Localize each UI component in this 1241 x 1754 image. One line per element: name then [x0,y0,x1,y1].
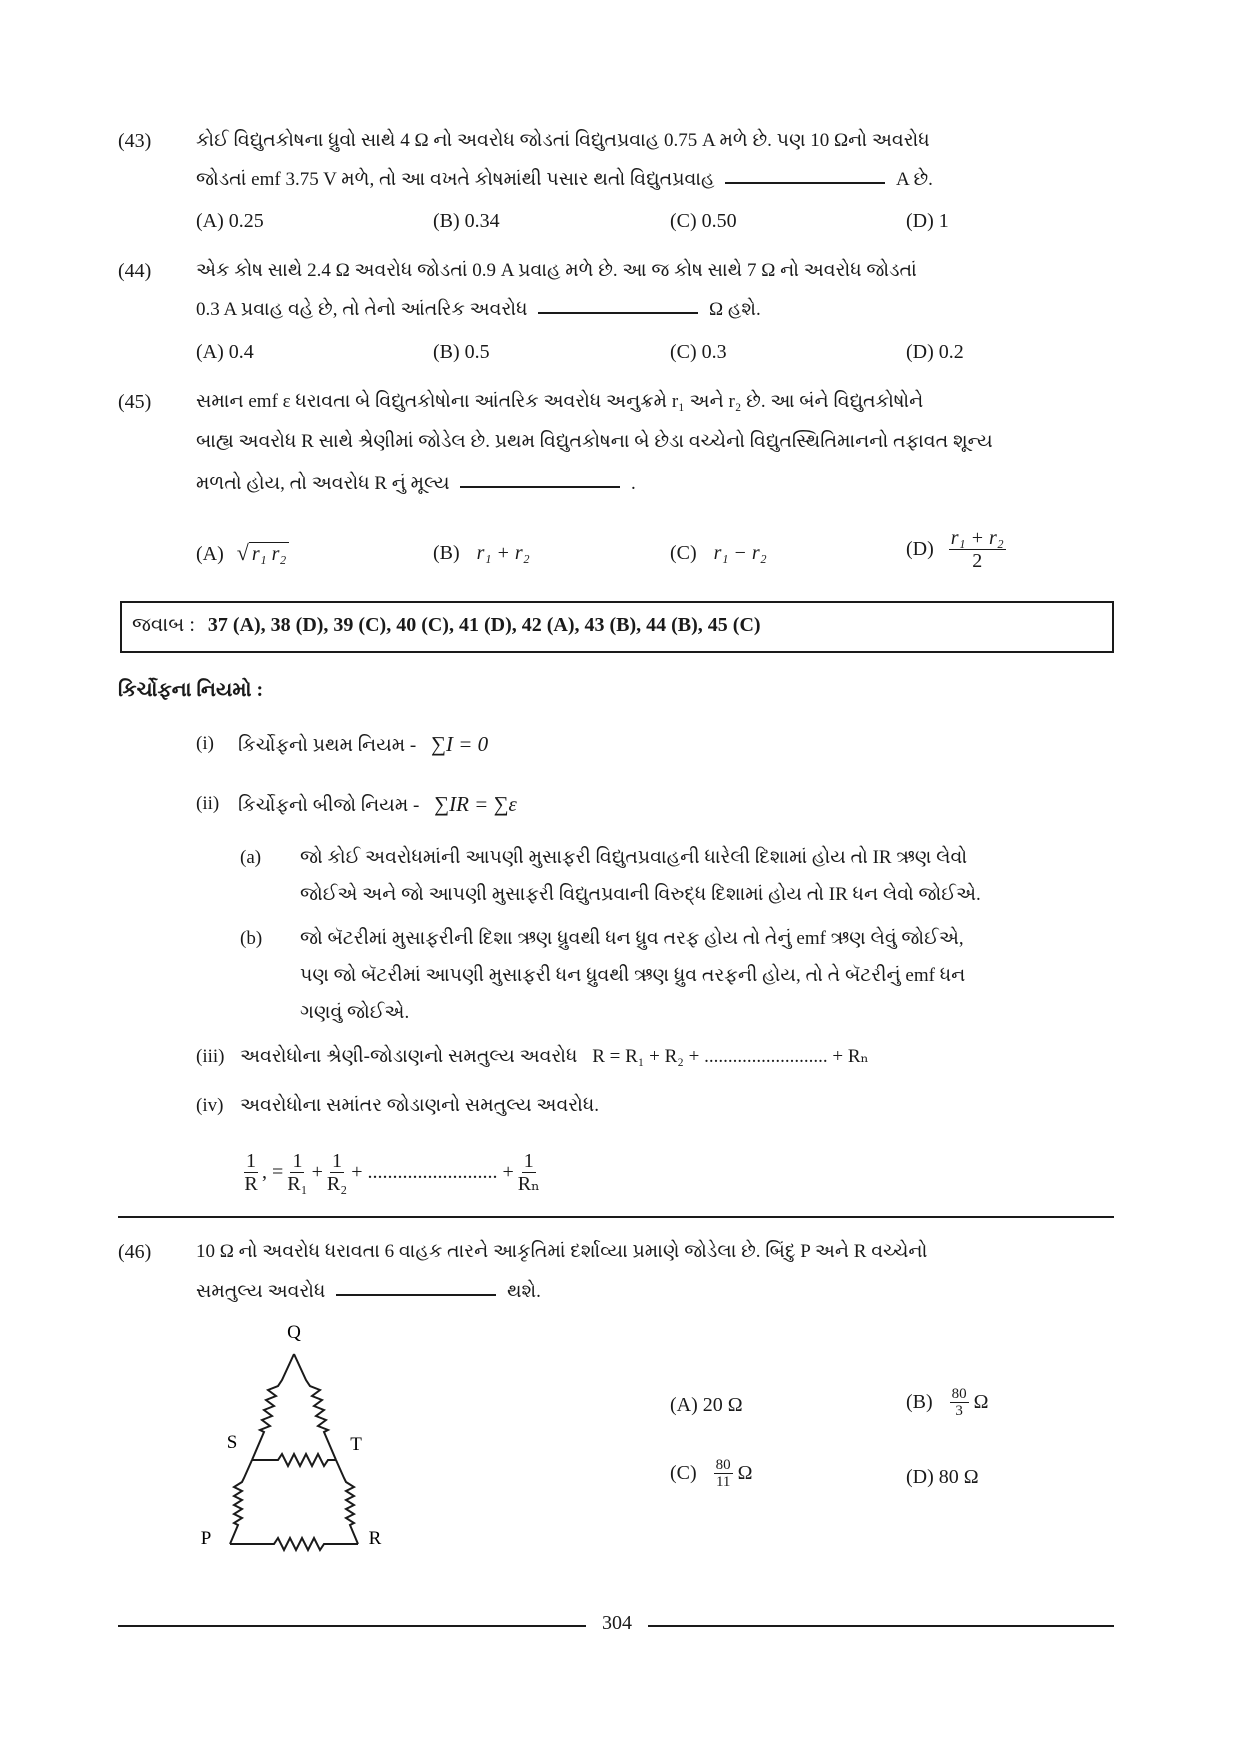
frac-t1-den: R₁ [287,1173,308,1195]
q45-line3-end: . [631,473,636,494]
q46-line2-text: સમતુલ્ય અવરોધ [196,1281,326,1302]
resistor-sq [252,1354,294,1460]
q43-line2-end: A છે. [896,169,933,190]
q43-option-b: (B) 0.34 [433,210,500,232]
rule1-text: કિર્ચોફનો પ્રથમ નિયમ - [238,735,417,756]
rule3-formula: R = R₁ + R₂ + .......................... + Rₙ [592,1046,869,1067]
frac-t1-num: 1 [292,1150,303,1172]
q46-option-c-num: 80 [715,1457,731,1473]
rule1 [238,730,488,760]
footer-rule-right [648,1625,1114,1627]
q44-blank [538,308,698,314]
page-number: 304 [602,1612,632,1634]
rule4-text: અવરોધોના સમાંતર જોડાણનો સમતુલ્ય અવરોધ. [240,1095,600,1116]
q43-option-c: (C) 0.50 [670,210,737,232]
rule2-text: કિર્ચોફનો બીજો નિયમ - [238,795,420,816]
q44-line2 [196,296,761,324]
q45-option-d-fraction [949,527,1006,572]
rule2-formula: ∑IR = ∑ε [434,792,517,816]
q44-option-d: (D) 0.2 [906,341,964,363]
sub-rule-b-line2: પણ જો બૅટરીમાં આપણી મુસાફરી ધન ધ્રુવથી ઋણ ધ્રુવ તરફની હોય, તો તે બૅટરીનું emf ધન [300,965,966,986]
q46-option-c-unit: Ω [737,1462,753,1484]
q43-blank [725,178,885,184]
resistor-ps [230,1460,252,1544]
frac-t2-num: 1 [332,1150,343,1172]
rule2 [238,790,517,820]
q46-option-c-den: 11 [715,1474,731,1490]
q45-option-c-label: (C) [670,542,697,564]
frac-lhs [244,1150,258,1195]
q46-line1: 10 Ω નો અવરોધ ધરાવતા 6 વાહક તારને આકૃતિમાં દર્શાવ્યા પ્રમાણે જોડેલા છે. બિંદુ P અને R વચ્ચેનો [196,1241,928,1262]
q45-line2: બાહ્ય અવરોધ R સાથે શ્રેણીમાં જોડેલ છે. પ્રથમ વિદ્યુતકોષના બે છેડા વચ્ચેનો વિદ્યુતસ્થિતિમાનનો તફાવત શૂન્ય [196,431,993,452]
resistor-st [252,1454,336,1466]
answer-box [120,601,1114,653]
rule3-text: અવરોધોના શ્રેણી-જોડાણનો સમતુલ્ય અવરોધ [240,1046,578,1067]
resistor-tr [336,1460,358,1544]
q46-option-c-label: (C) [670,1462,697,1484]
resistor-triangle-figure [190,1320,490,1560]
frac-lhs-num: 1 [246,1150,256,1172]
rule1-formula: ∑I = 0 [431,732,489,756]
q44-number: (44) [118,260,152,282]
q45-line3-text: મળતો હોય, તો અવરોધ R નું મૂલ્ય [196,473,450,494]
sub-rule-b-line3: ગણવું જોઈએ. [300,1002,410,1023]
q44-line2-end: Ω હશે. [709,299,761,320]
q45-option-d-den: 2 [972,550,983,572]
q44-option-c: (C) 0.3 [670,341,727,363]
frac-tn [518,1150,540,1195]
q45-option-c [670,542,767,565]
label-r: R [368,1528,382,1549]
parallel-formula [244,1150,540,1195]
q45-option-a [196,540,289,566]
sub-rule-b-label: (b) [240,928,263,949]
q46-option-c-fraction [714,1457,733,1490]
label-t: T [350,1434,362,1455]
parallel-dots: + .......................... + [351,1161,514,1183]
parallel-eq: , = [262,1161,284,1183]
section-divider [118,1216,1114,1218]
q43-line1: કોઈ વિદ્યુતકોષના ધ્રુવો સાથે 4 Ω નો અવરોધ જોડતાં વિદ્યુતપ્રવાહ 0.75 A મળે છે. પણ 10 Ωનો અવરોધ [196,130,930,151]
q45-option-d-num: r₁ + r₂ [950,527,1004,549]
q45-number: (45) [118,391,152,413]
frac-t2-den: R₂ [326,1173,348,1195]
q45-option-b-expr: r₁ + r₂ [476,542,530,564]
q46-line2 [196,1278,541,1306]
q44-line1: એક કોષ સાથે 2.4 Ω અવરોધ જોડતાં 0.9 A પ્રવાહ મળે છે. આ જ કોષ સાથે 7 Ω નો અવરોધ જોડતાં [196,260,917,281]
q44-option-a: (A) 0.4 [196,341,254,363]
label-p: P [200,1528,212,1549]
q46-option-b [906,1386,989,1419]
q45-line3 [196,470,636,498]
sub-rule-a-label: (a) [240,847,262,868]
q45-option-b-label: (B) [433,542,460,564]
q45-option-b [433,542,530,565]
frac-tn-num: 1 [523,1150,534,1172]
rule4-number: (iv) [196,1095,224,1116]
answer-label: જવાબ : [132,614,195,636]
footer-rule-left [118,1625,586,1627]
q44-line2-text: 0.3 A પ્રવાહ વહે છે, તો તેનો આંતરિક અવરોધ [196,299,528,320]
q46-line2-end: થશે. [506,1281,541,1302]
q45-blank [460,482,620,488]
q45-option-d [906,527,1006,572]
q45-option-d-label: (D) [906,538,934,560]
q43-option-d: (D) 1 [906,210,949,232]
q46-option-c [670,1457,753,1490]
sqrt-icon: √ [236,540,249,565]
q46-option-d: (D) 80 Ω [906,1466,979,1488]
rule1-number: (i) [196,733,214,754]
rule3-number: (iii) [196,1046,225,1067]
q43-number: (43) [118,130,152,152]
resistor-qt [294,1354,336,1460]
sub-rule-a-line2: જોઈએ અને જો આપણી મુસાફરી વિદ્યુતપ્રવાની વિરુદ્ધ દિશામાં હોય તો IR ધન લેવો જોઈએ. [300,884,981,905]
q46-option-a: (A) 20 Ω [670,1394,743,1416]
q46-option-b-unit: Ω [973,1391,989,1413]
q45-option-a-label: (A) [196,543,224,565]
q45-option-c-expr: r₁ − r₂ [713,542,767,564]
rule2-number: (ii) [196,793,220,814]
q46-option-b-label: (B) [906,1391,933,1413]
q43-option-a: (A) 0.25 [196,210,264,232]
resistor-pr [230,1538,358,1550]
q46-blank [336,1290,496,1296]
q44-option-b: (B) 0.5 [433,341,490,363]
q45-line1: સમાન emf ε ધરાવતા બે વિદ્યુતકોષોના આંતરિક અવરોધ અનુક્રમે r₁ અને r₂ છે. આ બંને વિદ્યુતકોષોને [196,391,924,412]
q43-line2-text: જોડતાં emf 3.75 V મળે, તો આ વખતે કોષમાંથી પસાર થતો વિદ્યુતપ્રવાહ [196,169,715,190]
q46-number: (46) [118,1241,152,1263]
q43-line2 [196,166,933,194]
answer-box-content [132,614,761,637]
parallel-plus: + [311,1161,323,1183]
q46-option-b-fraction [950,1386,969,1419]
sub-rule-b-line1: જો બૅટરીમાં મુસાફરીની દિશા ઋણ ધ્રુવથી ધન ધ્રુવ તરફ હોય તો તેનું emf ઋણ લેવું જોઈએ, [300,928,964,949]
kirchhoff-heading: કિર્ચોફના નિયમો : [118,679,264,701]
rule3 [240,1043,869,1071]
q45-option-a-expr: r₁ r₂ [249,542,289,565]
answer-list: 37 (A), 38 (D), 39 (C), 40 (C), 41 (D), 42 (A), 43 (B), 44 (B), 45 (C) [207,614,761,636]
frac-t2 [327,1150,347,1195]
q46-option-b-den: 3 [955,1403,963,1419]
q46-option-b-num: 80 [951,1386,967,1402]
label-q: Q [287,1322,301,1343]
frac-t1 [287,1150,307,1195]
frac-tn-den: Rₙ [517,1173,540,1195]
label-s: S [226,1432,238,1453]
sub-rule-a-line1: જો કોઈ અવરોધમાંની આપણી મુસાફરી વિદ્યુતપ્રવાહની ધારેલી દિશામાં હોય તો IR ઋણ લેવો [300,847,968,868]
frac-lhs-den: R [244,1173,258,1195]
